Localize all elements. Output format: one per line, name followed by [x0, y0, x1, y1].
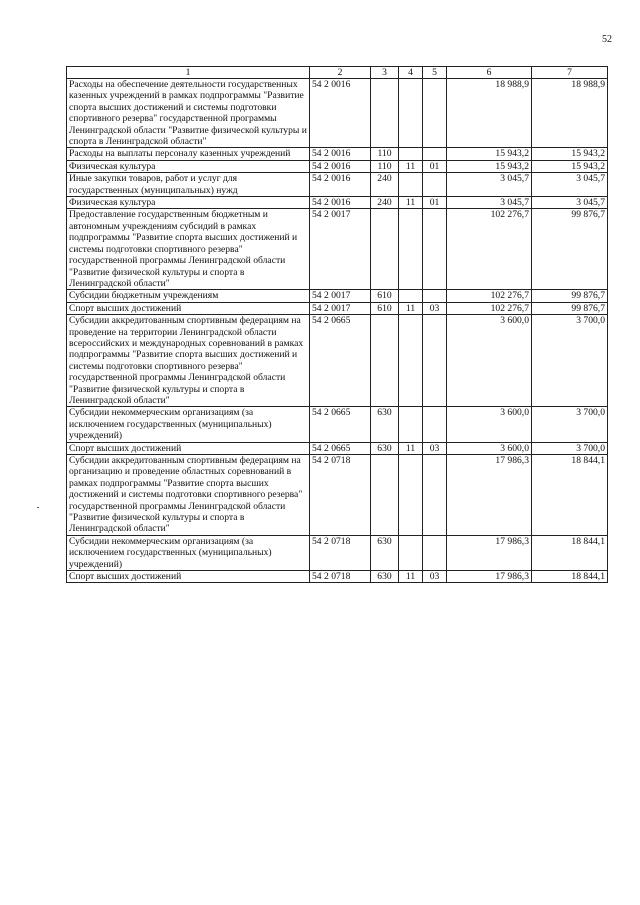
- table-row: [67, 407, 608, 442]
- row-value-6: 18 988,9: [447, 79, 532, 148]
- row-col-5: [423, 315, 447, 407]
- row-col-5: [423, 209, 447, 290]
- row-name: Субсидии аккредитованным спортивным федерациям на проведение на территории Ленинградской области всероссийских и международных соревнований в рамках подпрограммы "Развитие спорта высших достижений и системы подготовки спортивного резерва" государственной программы Ленинградской области "Развитие физической культуры и спорта в Ленинградской области": [67, 315, 310, 407]
- row-code: 54 2 0718: [310, 535, 371, 570]
- row-code: 54 2 0665: [310, 407, 371, 442]
- row-col-5: 01: [423, 197, 447, 209]
- row-col-4: [399, 209, 423, 290]
- row-code: 54 2 0016: [310, 148, 371, 160]
- row-col-3: [371, 79, 399, 148]
- row-col-4: [399, 148, 423, 160]
- header-col-5: 5: [423, 67, 447, 79]
- row-col-3: [371, 209, 399, 290]
- row-code: 54 2 0665: [310, 442, 371, 454]
- header-col-3: 3: [371, 67, 399, 79]
- row-col-4: 11: [399, 302, 423, 314]
- row-col-5: [423, 455, 447, 536]
- row-name: Субсидии бюджетным учреждениям: [67, 290, 310, 302]
- header-col-2: 2: [310, 67, 371, 79]
- row-value-6: 3 045,7: [447, 173, 532, 197]
- table-row: [67, 290, 608, 302]
- row-value-6: 17 986,3: [447, 455, 532, 536]
- row-col-4: [399, 79, 423, 148]
- row-col-5: [423, 79, 447, 148]
- row-col-3: [371, 315, 399, 407]
- table-row: [67, 209, 608, 290]
- row-value-6: 3 600,0: [447, 407, 532, 442]
- row-value-6: 15 943,2: [447, 148, 532, 160]
- row-col-5: 03: [423, 571, 447, 583]
- row-col-4: [399, 455, 423, 536]
- row-name: Предоставление государственным бюджетным и автономным учреждениям субсидий в рамках подпрограммы "Развитие спорта высших достижений и системы подготовки спортивного резерва" государственной программы Ленинградской области "Развитие физической культуры и спорта в Ленинградской области": [67, 209, 310, 290]
- row-value-6: 15 943,2: [447, 160, 532, 172]
- row-name: Иные закупки товаров, работ и услуг для государственных (муниципальных) нужд: [67, 173, 310, 197]
- row-col-3: 610: [371, 290, 399, 302]
- scan-speck: [37, 507, 39, 508]
- row-name: Субсидии аккредитованным спортивным федерациям на организацию и проведение областных соревнований в рамках подпрограммы "Развитие спорта высших достижений и системы подготовки спортивного резерва" государственной программы Ленинградской области "Развитие физической культуры и спорта в Ленинградской области": [67, 455, 310, 536]
- table-row: [67, 571, 608, 583]
- header-col-4: 4: [399, 67, 423, 79]
- table-row: [67, 455, 608, 536]
- row-value-6: 102 276,7: [447, 302, 532, 314]
- table-row: [67, 197, 608, 209]
- row-col-4: [399, 290, 423, 302]
- table-row: [67, 442, 608, 454]
- row-value-7: 15 943,2: [532, 148, 608, 160]
- row-value-7: 99 876,7: [532, 302, 608, 314]
- row-name: Субсидии некоммерческим организациям (за исключением государственных (муниципальных) учреждений): [67, 535, 310, 570]
- row-value-7: 3 045,7: [532, 197, 608, 209]
- row-col-5: [423, 173, 447, 197]
- row-name: Спорт высших достижений: [67, 442, 310, 454]
- row-value-6: 102 276,7: [447, 290, 532, 302]
- row-code: 54 2 0718: [310, 571, 371, 583]
- row-value-7: 18 844,1: [532, 571, 608, 583]
- row-col-4: 11: [399, 197, 423, 209]
- row-code: 54 2 0718: [310, 455, 371, 536]
- row-col-4: 11: [399, 160, 423, 172]
- row-name: Расходы на обеспечение деятельности государственных казенных учреждений в рамках подпрограммы "Развитие спорта высших достижений и системы подготовки спортивного резерва" государственной программы Ленинградской области "Развитие физической культуры и спорта в Ленинградской области": [67, 79, 310, 148]
- row-col-4: [399, 173, 423, 197]
- row-col-5: [423, 407, 447, 442]
- row-col-4: [399, 407, 423, 442]
- row-col-3: 610: [371, 302, 399, 314]
- row-value-7: 18 988,9: [532, 79, 608, 148]
- table-row: [67, 315, 608, 407]
- row-value-7: 3 700,0: [532, 315, 608, 407]
- row-name: Физическая культура: [67, 160, 310, 172]
- table-row: [67, 173, 608, 197]
- row-code: 54 2 0017: [310, 290, 371, 302]
- header-row: [67, 67, 608, 79]
- row-name: Физическая культура: [67, 197, 310, 209]
- row-name: Спорт высших достижений: [67, 571, 310, 583]
- row-col-3: 630: [371, 535, 399, 570]
- table-row: [67, 79, 608, 148]
- table-row: [67, 160, 608, 172]
- row-value-6: 102 276,7: [447, 209, 532, 290]
- row-code: 54 2 0016: [310, 197, 371, 209]
- row-code: 54 2 0016: [310, 173, 371, 197]
- row-value-7: 3 700,0: [532, 442, 608, 454]
- row-value-7: 99 876,7: [532, 209, 608, 290]
- row-value-6: 3 045,7: [447, 197, 532, 209]
- row-col-3: 110: [371, 160, 399, 172]
- row-col-5: 03: [423, 302, 447, 314]
- row-col-3: 630: [371, 407, 399, 442]
- row-value-7: 18 844,1: [532, 535, 608, 570]
- table-row: [67, 302, 608, 314]
- row-code: 54 2 0016: [310, 160, 371, 172]
- row-col-4: 11: [399, 571, 423, 583]
- header-col-7: 7: [532, 67, 608, 79]
- row-code: 54 2 0017: [310, 302, 371, 314]
- row-col-5: [423, 535, 447, 570]
- row-col-3: 240: [371, 173, 399, 197]
- table-body: [67, 79, 608, 583]
- row-col-5: 01: [423, 160, 447, 172]
- budget-table: [66, 66, 608, 583]
- row-value-6: 17 986,3: [447, 535, 532, 570]
- row-col-5: 03: [423, 442, 447, 454]
- table-row: [67, 148, 608, 160]
- row-col-5: [423, 290, 447, 302]
- table-row: [67, 535, 608, 570]
- row-value-7: 3 045,7: [532, 173, 608, 197]
- row-value-6: 3 600,0: [447, 442, 532, 454]
- row-col-3: 630: [371, 442, 399, 454]
- row-value-7: 3 700,0: [532, 407, 608, 442]
- row-code: 54 2 0665: [310, 315, 371, 407]
- row-code: 54 2 0016: [310, 79, 371, 148]
- row-code: 54 2 0017: [310, 209, 371, 290]
- row-value-6: 17 986,3: [447, 571, 532, 583]
- row-col-4: [399, 535, 423, 570]
- row-col-3: 630: [371, 571, 399, 583]
- row-value-7: 99 876,7: [532, 290, 608, 302]
- row-col-4: [399, 315, 423, 407]
- row-col-3: 240: [371, 197, 399, 209]
- row-name: Спорт высших достижений: [67, 302, 310, 314]
- row-col-4: 11: [399, 442, 423, 454]
- page-number: 52: [602, 34, 612, 45]
- header-col-6: 6: [447, 67, 532, 79]
- row-name: Субсидии некоммерческим организациям (за исключением государственных (муниципальных) учреждений): [67, 407, 310, 442]
- row-value-6: 3 600,0: [447, 315, 532, 407]
- row-col-3: [371, 455, 399, 536]
- row-col-3: 110: [371, 148, 399, 160]
- header-col-1: 1: [67, 67, 310, 79]
- row-value-7: 18 844,1: [532, 455, 608, 536]
- row-name: Расходы на выплаты персоналу казенных учреждений: [67, 148, 310, 160]
- row-col-5: [423, 148, 447, 160]
- row-value-7: 15 943,2: [532, 160, 608, 172]
